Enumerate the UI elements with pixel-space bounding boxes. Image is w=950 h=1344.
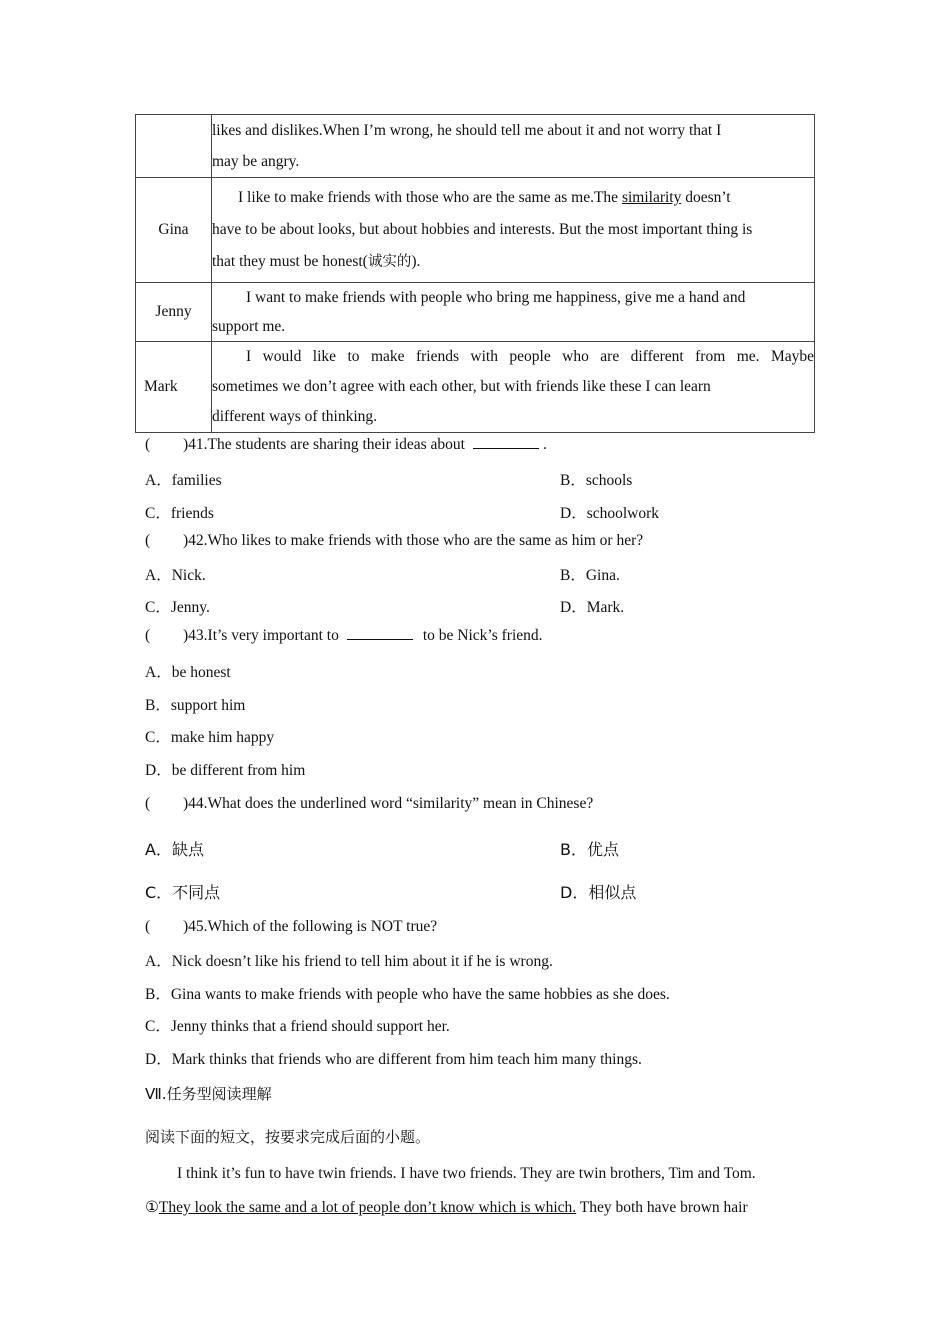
question-text: .: [542, 436, 547, 453]
question-text: )41.The students are sharing their ideas about: [183, 436, 465, 453]
option-a[interactable]: A．Nick.: [145, 567, 206, 584]
name-cell-jenny: Jenny: [136, 283, 212, 342]
opinion-line: [212, 342, 814, 372]
option-a[interactable]: A．be honest: [145, 664, 231, 681]
sentence-marker: ①: [145, 1199, 159, 1216]
question-42: [145, 532, 643, 550]
opinion-line: different ways of thinking.: [212, 408, 378, 425]
answer-paren: (: [145, 918, 151, 935]
table-row: [136, 283, 815, 342]
opinion-line: support me.: [212, 318, 286, 335]
opinion-line: sometimes we don’t agree with each other, but with friends like these I can learn: [212, 378, 711, 395]
question-text: to be Nick’s friend.: [422, 627, 543, 644]
opinion-line: [212, 283, 814, 312]
opinion-line: [212, 246, 814, 278]
passage-line: I think it’s fun to have twin friends. I have two friends. They are twin brothers, Tim and Tom.: [177, 1165, 756, 1182]
option-c[interactable]: C．不同点: [145, 883, 221, 902]
option-b[interactable]: B．Gina.: [560, 567, 620, 584]
underlined-sentence: They look the same and a lot of people don’t know which is which.: [158, 1199, 577, 1216]
answer-paren: (: [145, 627, 151, 644]
answer-paren: (: [145, 532, 151, 549]
section-instruction: 阅读下面的短文，按要求完成后面的小题。: [145, 1128, 431, 1146]
text-segment: doesn’t: [681, 189, 731, 206]
table-row: [136, 342, 815, 433]
question-text: )45.Which of the following is NOT true?: [183, 918, 438, 935]
question-45: [145, 918, 437, 936]
passage-line: [145, 1198, 815, 1217]
option-b[interactable]: B．support him: [145, 697, 246, 714]
text-segment: ).: [411, 253, 421, 270]
text-segment: that they must be honest(: [212, 253, 368, 270]
opinion-line: likes and dislikes.When I’m wrong, he should tell me about it and not worry that I: [212, 122, 722, 139]
text-segment: I like to make friends with those who are the same as me.The: [238, 189, 622, 206]
option-b[interactable]: B．优点: [560, 840, 619, 859]
option-d[interactable]: D．be different from him: [145, 762, 306, 779]
text-segment: I want to make friends with people who bring me happiness, give me a hand and: [246, 289, 746, 306]
opinion-cell: [212, 342, 815, 433]
option-c[interactable]: C．Jenny.: [145, 599, 210, 616]
question-text: )44.What does the underlined word “similarity” mean in Chinese?: [183, 795, 594, 812]
option-a[interactable]: A．families: [145, 472, 222, 489]
option-c[interactable]: C．make him happy: [145, 729, 275, 746]
opinions-table: [135, 114, 815, 433]
name-cell-mark: Mark: [136, 342, 212, 433]
section-heading: Ⅶ.任务型阅读理解: [145, 1085, 272, 1103]
underlined-word: similarity: [621, 189, 682, 206]
opinion-line: may be angry.: [212, 153, 300, 170]
text-segment: They both have brown hair: [576, 1199, 748, 1216]
question-text: )43.It’s very important to: [183, 627, 339, 644]
answer-paren: (: [145, 795, 151, 812]
option-d[interactable]: D．相似点: [560, 883, 637, 902]
option-a[interactable]: A．缺点: [145, 840, 204, 859]
opinion-line: [212, 182, 814, 214]
opinion-cell: [212, 283, 815, 342]
answer-blank[interactable]: [473, 436, 539, 449]
option-c[interactable]: C．friends: [145, 505, 214, 522]
option-d[interactable]: D．schoolwork: [560, 505, 660, 522]
answer-blank[interactable]: [347, 627, 413, 640]
option-b[interactable]: B．schools: [560, 472, 633, 489]
table-row: [136, 178, 815, 283]
question-text: )42.Who likes to make friends with those who are the same as him or her?: [183, 532, 644, 549]
name-cell: [136, 115, 212, 178]
option-b[interactable]: B．Gina wants to make friends with people who have the same hobbies as she does.: [145, 986, 670, 1003]
option-d[interactable]: D．Mark thinks that friends who are different from him teach him many things.: [145, 1051, 642, 1068]
answer-paren: (: [145, 436, 151, 453]
opinion-cell: [212, 178, 815, 283]
name-cell-gina: Gina: [136, 178, 212, 283]
chinese-gloss: 诚实的: [367, 254, 412, 270]
option-d[interactable]: D．Mark.: [560, 599, 625, 616]
option-a[interactable]: A．Nick doesn’t like his friend to tell him about it if he is wrong.: [145, 953, 553, 970]
table-row: [136, 115, 815, 178]
text-segment: I would like to make friends with people who are different from me. Maybe: [246, 348, 814, 365]
opinion-cell: [212, 115, 815, 178]
question-41: [145, 436, 547, 454]
option-c[interactable]: C．Jenny thinks that a friend should support her.: [145, 1018, 450, 1035]
question-43: [145, 627, 543, 645]
question-44: [145, 795, 593, 813]
opinion-line: have to be about looks, but about hobbies and interests. But the most important thing is: [212, 221, 753, 238]
